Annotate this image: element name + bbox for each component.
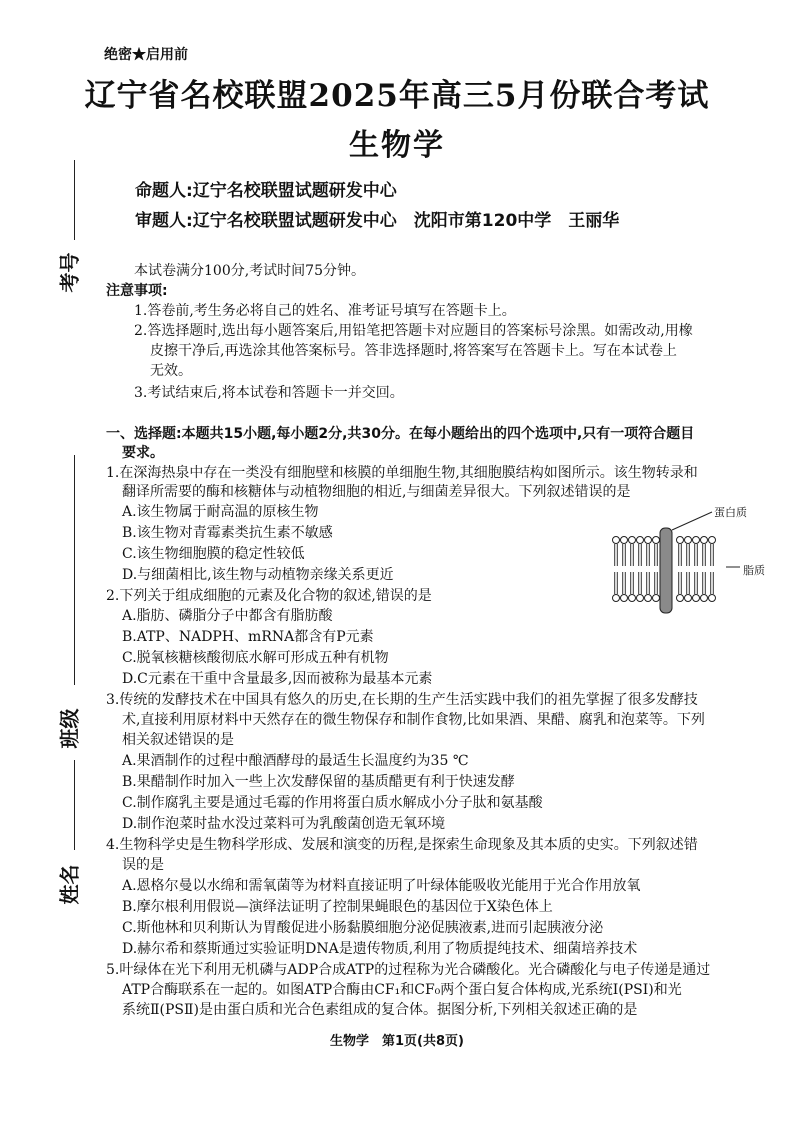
confidential-label: 绝密★启用前	[104, 47, 188, 63]
question-4-option-b: B.摩尔根利用假说—演绎法证明了控制果蝇眼色的基因位于X染色体上	[122, 899, 553, 915]
question-3-stem-cont: 术,直接利用原材料中天然存在的微生物保存和制作食物,比如果酒、果醋、腐乳和泡菜等。下列	[122, 712, 705, 728]
membrane-protein	[660, 528, 672, 613]
question-2-stem: 2.下列关于组成细胞的元素及化合物的叙述,错误的是	[106, 588, 432, 604]
lipid-head	[613, 595, 620, 602]
lipid-head	[685, 537, 692, 544]
question-4-option-c: C.斯他林和贝利斯认为胃酸促进小肠黏膜细胞分泌促胰液素,进而引起胰液分泌	[122, 920, 604, 936]
membrane-figure	[600, 498, 780, 618]
subject-title: 生物学	[349, 128, 445, 163]
lipid-head	[637, 537, 644, 544]
question-3-option-c: C.制作腐乳主要是通过毛霉的作用将蛋白质水解成小分子肽和氨基酸	[122, 795, 543, 811]
question-4-option-d: D.赫尔希和蔡斯通过实验证明DNA是遗传物质,利用了物质提纯技术、细菌培养技术	[122, 941, 638, 957]
lipid-head	[629, 537, 636, 544]
question-1-stem-cont: 翻译所需要的酶和核糖体与动植物细胞的相近,与细菌差异很大。下列叙述错误的是	[122, 484, 631, 500]
question-5-stem-cont: ATP合酶联系在一起的。如图ATP合酶由CF₁和CF₀两个蛋白复合体构成,光系统Ⅰ(PSⅠ)和光	[122, 982, 682, 998]
question-1-option-b: B.该生物对青霉素类抗生素不敏感	[122, 525, 333, 541]
lipid-head	[637, 595, 644, 602]
name-blank	[74, 760, 75, 850]
lipid-label: 脂质	[743, 564, 765, 577]
question-3-stem: 3.传统的发酵技术在中国具有悠久的历史,在长期的生产生活实践中我们的祖先掌握了很多发酵技	[106, 692, 698, 708]
question-5-stem-cont2: 系统Ⅱ(PSⅡ)是由蛋白质和光合色素组成的复合体。据图分析,下列相关叙述正确的是	[122, 1002, 638, 1018]
question-3-option-d: D.制作泡菜时盐水没过菜料可为乳酸菌创造无氧环境	[122, 816, 446, 832]
lipid-head	[709, 537, 716, 544]
lipid-head	[701, 537, 708, 544]
question-1-option-a: A.该生物属于耐高温的原核生物	[122, 504, 319, 520]
author-line: 命题人:辽宁名校联盟试题研发中心	[135, 181, 397, 201]
lipid-head	[677, 595, 684, 602]
question-3-option-b: B.果醋制作时加入一些上次发酵保留的基质醋更有利于快速发酵	[122, 774, 515, 790]
reviewer-line: 审题人:辽宁名校联盟试题研发中心 沈阳市第120中学 王丽华	[135, 211, 620, 231]
question-1-option-d: D.与细菌相比,该生物与动植物亲缘关系更近	[122, 567, 394, 583]
exam-no-blank	[74, 160, 75, 240]
notice-item: 2.答选择题时,选出每小题答案后,用铅笔把答题卡对应题目的答案标号涂黑。如需改动,用橡	[134, 323, 693, 339]
section-heading-cont: 要求。	[122, 445, 164, 461]
notice-item: 无效。	[150, 363, 192, 379]
exam-no-label: 考号	[57, 252, 82, 293]
lipid-head	[613, 537, 620, 544]
question-4-stem: 4.生物科学史是生物科学形成、发展和演变的历程,是探索生命现象及其本质的史实。下列叙述错	[106, 837, 698, 853]
lipid-head	[629, 595, 636, 602]
notice-title: 注意事项:	[106, 283, 168, 299]
lipid-head	[677, 537, 684, 544]
question-1-stem: 1.在深海热泉中存在一类没有细胞壁和核膜的单细胞生物,其细胞膜结构如图所示。该生物转录和	[106, 465, 698, 481]
class-label: 班级	[57, 708, 82, 749]
exam-title: 辽宁省名校联盟2025年高三5月份联合考试	[84, 78, 710, 114]
lipid-head	[693, 537, 700, 544]
question-2-option-b: B.ATP、NADPH、mRNA都含有P元素	[122, 629, 374, 645]
lipid-head	[709, 595, 716, 602]
notice-item: 1.答卷前,考生务必将自己的姓名、准考证号填写在答题卡上。	[134, 303, 516, 319]
lipid-head	[701, 595, 708, 602]
lipid-head	[693, 595, 700, 602]
notice-item: 3.考试结束后,将本试卷和答题卡一并交回。	[134, 385, 404, 401]
question-4-option-a: A.恩格尔曼以水绵和需氧菌等为材料直接证明了叶绿体能吸收光能用于光合作用放氧	[122, 878, 641, 894]
lipid-head	[653, 537, 660, 544]
question-4-stem-cont: 误的是	[122, 857, 164, 873]
lipid-head	[621, 595, 628, 602]
question-1-option-c: C.该生物细胞膜的稳定性较低	[122, 546, 305, 562]
name-label: 姓名	[57, 864, 82, 905]
score-info: 本试卷满分100分,考试时间75分钟。	[134, 263, 365, 279]
notice-item: 皮擦干净后,再选涂其他答案标号。答非选择题时,将答案写在答题卡上。写在本试卷上	[150, 343, 677, 359]
class-blank	[74, 455, 75, 685]
lipid-head	[645, 595, 652, 602]
question-3-stem-cont2: 相关叙述错误的是	[122, 732, 234, 748]
question-2-option-a: A.脂肪、磷脂分子中都含有脂肪酸	[122, 608, 333, 624]
question-2-option-d: D.C元素在干重中含量最多,因而被称为最基本元素	[122, 671, 433, 687]
lipid-head	[653, 595, 660, 602]
lipid-head	[685, 595, 692, 602]
lipid-head	[621, 537, 628, 544]
protein-label: 蛋白质	[714, 506, 747, 519]
page-footer: 生物学 第1页(共8页)	[330, 1034, 464, 1049]
protein-pointer	[672, 512, 712, 530]
question-5-stem: 5.叶绿体在光下利用无机磷与ADP合成ATP的过程称为光合磷酸化。光合磷酸化与电子传递是通过	[106, 962, 711, 978]
question-3-option-a: A.果酒制作的过程中酿酒酵母的最适生长温度约为35 ℃	[122, 753, 469, 769]
lipid-head	[645, 537, 652, 544]
question-2-option-c: C.脱氧核糖核酸彻底水解可形成五种有机物	[122, 650, 389, 666]
section-heading: 一、选择题:本题共15小题,每小题2分,共30分。在每小题给出的四个选项中,只有一项符合题目	[106, 426, 695, 442]
